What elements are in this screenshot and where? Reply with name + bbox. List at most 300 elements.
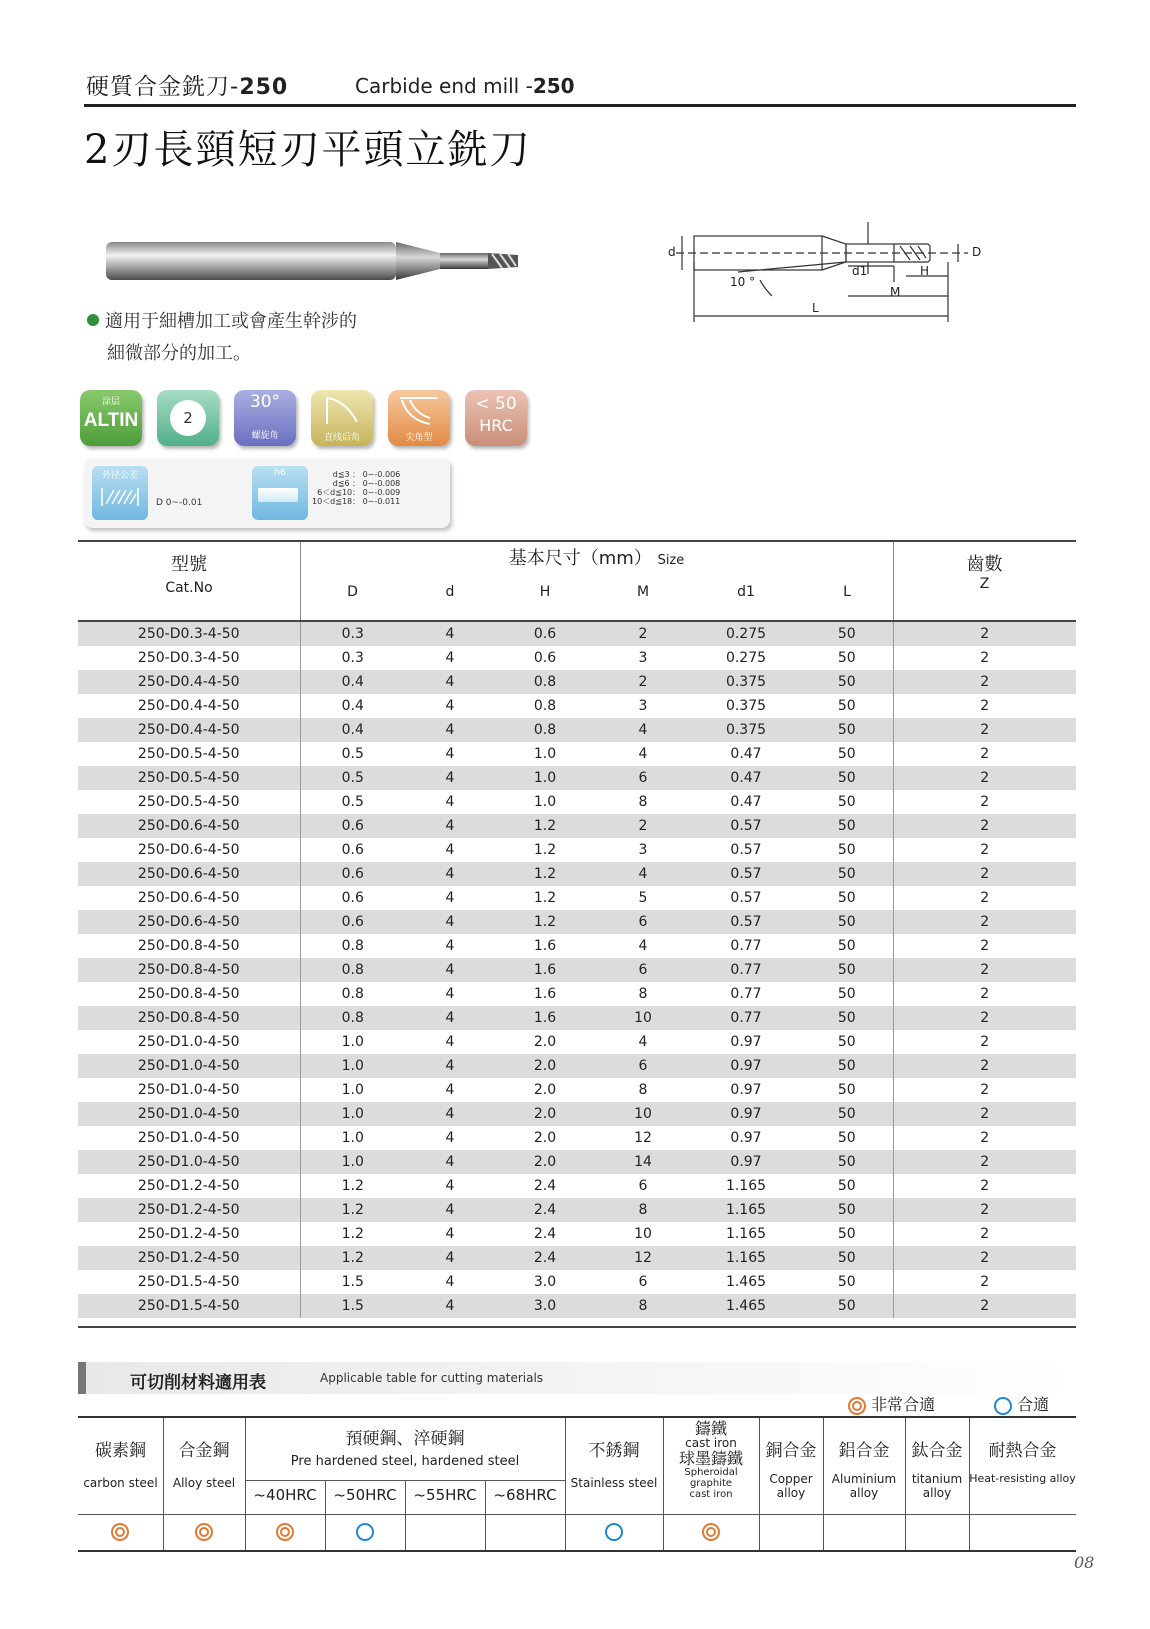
size-cell: 0.6 xyxy=(300,910,405,934)
cat-no-cell: 250-D1.2-4-50 xyxy=(78,1246,300,1270)
hrc-value: < 50 xyxy=(475,394,517,414)
mat-alloy-cn: 合金鋼 xyxy=(178,1441,230,1461)
size-cell: 1.5 xyxy=(341,1274,364,1290)
suitable-icon xyxy=(356,1523,374,1541)
legend-suitable: 合適 xyxy=(994,1392,1049,1415)
teeth-cell: 2 xyxy=(893,1006,1076,1030)
size-cell: 0.6 xyxy=(341,890,364,906)
teeth-cell: 2 xyxy=(893,958,1076,982)
cat-no-cell: 250-D0.8-4-50 xyxy=(78,934,300,958)
materials-top-rule xyxy=(78,1416,1076,1418)
table-row xyxy=(78,934,1076,958)
header-col-L: L xyxy=(843,584,851,600)
teeth-cell: 2 xyxy=(893,838,1076,862)
table-row xyxy=(78,742,1076,766)
size-cell: 6 xyxy=(595,958,691,982)
size-cell: 0.8 xyxy=(533,698,557,714)
size-cell: 4 xyxy=(445,650,455,666)
hrc-badge xyxy=(465,390,527,446)
size-cell: 0.4 xyxy=(341,698,364,714)
cat-no-cell: 250-D0.3-4-50 xyxy=(78,646,300,670)
cat-no-cell: 250-D0.8-4-50 xyxy=(78,982,300,1006)
cat-no-cell: 250-D1.0-4-50 xyxy=(78,1054,300,1078)
size-cell: 4 xyxy=(445,1130,455,1146)
size-cell: 0.57 xyxy=(730,890,762,906)
size-cell: 4 xyxy=(445,1034,455,1050)
size-cell: 0.97 xyxy=(691,1150,801,1174)
table-row xyxy=(78,1102,1076,1126)
size-cell: 0.47 xyxy=(730,746,762,762)
size-cell: 4 xyxy=(638,1034,648,1050)
mat-hrc-40: ~40HRC xyxy=(253,1486,317,1504)
drawing-label-L: L xyxy=(812,301,819,315)
teeth-cell: 2 xyxy=(893,814,1076,838)
size-cell: 50 xyxy=(837,746,856,762)
size-cell: 0.275 xyxy=(725,650,767,666)
size-cell: 50 xyxy=(801,862,893,886)
cat-no-cell: 250-D1.2-4-50 xyxy=(78,1174,300,1198)
very-suitable-icon xyxy=(195,1523,213,1541)
table-row xyxy=(78,766,1076,790)
size-cell: 4 xyxy=(595,862,691,886)
size-cell: 8 xyxy=(638,986,648,1002)
size-cell: 10 xyxy=(595,1006,691,1030)
size-cell: 4 xyxy=(405,1006,495,1030)
size-cell: 10 xyxy=(595,1102,691,1126)
size-cell: 0.57 xyxy=(691,910,801,934)
mat-carbon-en: carbon steel xyxy=(83,1476,158,1490)
cat-no-cell: 250-D1.0-4-50 xyxy=(78,1150,300,1174)
size-cell: 0.47 xyxy=(730,794,762,810)
cat-no-cell: 250-D1.0-4-50 xyxy=(78,1078,300,1102)
teeth-cell: 2 xyxy=(893,1270,1076,1294)
teeth-cell: 2 xyxy=(893,622,1076,646)
size-cell: 4 xyxy=(445,698,455,714)
table-row xyxy=(78,1174,1076,1198)
size-cell: 1.6 xyxy=(495,1006,595,1030)
size-cell: 4 xyxy=(405,1198,495,1222)
teeth-cell: 2 xyxy=(893,1294,1076,1318)
size-cell: 1.165 xyxy=(691,1198,801,1222)
size-cell: 4 xyxy=(405,622,495,646)
size-cell: 4 xyxy=(445,938,455,954)
mat-hrc-55: ~55HRC xyxy=(413,1486,477,1504)
size-cell: 1.6 xyxy=(533,938,557,954)
teeth-cell: 2 xyxy=(893,1150,1076,1174)
size-cell: 4 xyxy=(405,1246,495,1270)
table-row xyxy=(78,1294,1076,1318)
size-cell: 4 xyxy=(595,718,691,742)
size-cell: 4 xyxy=(445,1226,455,1242)
size-cell: 1.0 xyxy=(341,1034,364,1050)
size-cell: 0.97 xyxy=(730,1034,762,1050)
size-cell: 4 xyxy=(445,1178,455,1194)
size-cell: 3 xyxy=(638,698,648,714)
size-cell: 2.0 xyxy=(533,1130,557,1146)
size-cell: 0.6 xyxy=(300,814,405,838)
size-cell: 2.4 xyxy=(533,1178,557,1194)
table-row xyxy=(78,790,1076,814)
header-en-code: 250 xyxy=(532,74,575,98)
size-cell: 50 xyxy=(801,1006,893,1030)
mat-alloy-en: Alloy steel xyxy=(172,1476,236,1490)
table-row xyxy=(78,1078,1076,1102)
teeth-cell: 2 xyxy=(893,790,1076,814)
size-cell: 4 xyxy=(405,1102,495,1126)
drawing-label-D: D xyxy=(972,245,982,259)
page-title: 2刃長頸短刃平頭立銑刀 xyxy=(84,127,532,173)
drawing-label-d: d xyxy=(668,245,676,259)
size-cell: 50 xyxy=(801,718,893,742)
drawing-label-d1: d1 xyxy=(852,264,868,278)
size-cell: 1.2 xyxy=(495,862,595,886)
cat-no-cell: 250-D1.0-4-50 xyxy=(78,1102,300,1126)
size-cell: 0.57 xyxy=(691,862,801,886)
size-cell: 50 xyxy=(801,1150,893,1174)
size-cell: 0.57 xyxy=(730,842,762,858)
size-cell: 0.77 xyxy=(730,938,762,954)
cat-no-cell: 250-D0.4-4-50 xyxy=(78,694,300,718)
teeth-cell: 2 xyxy=(893,1030,1076,1054)
size-cell: 4 xyxy=(405,1054,495,1078)
size-cell: 1.6 xyxy=(495,958,595,982)
size-cell: 4 xyxy=(445,746,455,762)
cat-no-cell: 250-D1.2-4-50 xyxy=(78,1198,300,1222)
table-row xyxy=(78,1054,1076,1078)
size-cell: 4 xyxy=(445,890,455,906)
teeth-cell: 2 xyxy=(893,646,1076,670)
size-cell: 0.8 xyxy=(300,958,405,982)
header-rule xyxy=(84,104,1076,107)
size-cell: 8 xyxy=(638,1082,648,1098)
table-row xyxy=(78,862,1076,886)
cat-no-cell: 250-D0.4-4-50 xyxy=(78,670,300,694)
teeth-cell: 2 xyxy=(893,1126,1076,1150)
header-col-M: M xyxy=(636,584,650,600)
size-cell: 50 xyxy=(801,814,893,838)
size-cell: 4 xyxy=(445,986,455,1002)
size-cell: 12 xyxy=(595,1246,691,1270)
mat-hard-en: Pre hardened steel, hardened steel xyxy=(290,1454,520,1469)
header-size: 基本尺寸（mm） Size xyxy=(508,548,685,569)
header-teeth-cn: 齒數 xyxy=(966,554,1003,575)
size-cell: 4 xyxy=(405,910,495,934)
very-suitable-icon xyxy=(702,1523,720,1541)
size-cell: 1.165 xyxy=(725,1226,767,1242)
table-row xyxy=(78,910,1076,934)
size-cell: 1.165 xyxy=(691,1246,801,1270)
table-row xyxy=(78,1006,1076,1030)
size-cell: 0.5 xyxy=(341,794,364,810)
mat-ti-cn: 鈦合金 xyxy=(911,1441,963,1461)
teeth-cell: 2 xyxy=(893,694,1076,718)
size-cell: 6 xyxy=(595,1054,691,1078)
table-row xyxy=(78,670,1076,694)
size-cell: 0.4 xyxy=(300,718,405,742)
size-cell: 3 xyxy=(638,842,648,858)
size-cell: 1.465 xyxy=(691,1294,801,1318)
table-row xyxy=(78,838,1076,862)
size-cell: 0.375 xyxy=(691,670,801,694)
size-cell: 5 xyxy=(638,890,648,906)
cat-no-cell: 250-D0.5-4-50 xyxy=(78,790,300,814)
size-cell: 0.275 xyxy=(691,622,801,646)
teeth-cell: 2 xyxy=(893,1054,1076,1078)
size-cell: 50 xyxy=(801,910,893,934)
size-cell: 50 xyxy=(801,1294,893,1318)
size-cell: 2.4 xyxy=(533,1226,557,1242)
size-cell: 50 xyxy=(837,794,856,810)
table-row xyxy=(78,1222,1076,1246)
cat-no-cell: 250-D0.6-4-50 xyxy=(78,862,300,886)
flutes-badge xyxy=(157,390,219,446)
size-cell: 50 xyxy=(801,1054,893,1078)
size-cell: 50 xyxy=(837,842,856,858)
size-cell: 0.375 xyxy=(725,698,767,714)
materials-title-cn: 可切削材料適用表 xyxy=(130,1373,266,1393)
teeth-cell: 2 xyxy=(893,886,1076,910)
size-cell: 0.6 xyxy=(341,842,364,858)
size-cell: 1.0 xyxy=(300,1150,405,1174)
shank-tolerance-rows: d≦3 ： 0~-0.006 d≦6 ： 0~-0.008 6＜d≦10： 0~-0.009 10＜d≦18： 0~-0.011 xyxy=(312,470,401,506)
mat-stainless-cn: 不銹鋼 xyxy=(588,1441,640,1461)
helix-cn: 螺旋角 xyxy=(251,431,279,441)
size-cell: 2.4 xyxy=(495,1198,595,1222)
header-col-d1: d1 xyxy=(737,584,755,600)
size-cell: 8 xyxy=(638,794,648,810)
size-cell: 2.0 xyxy=(495,1150,595,1174)
technical-drawing xyxy=(668,222,1008,334)
size-cell: 50 xyxy=(837,1226,856,1242)
size-cell: 50 xyxy=(801,622,893,646)
mat-carbon-cn: 碳素鋼 xyxy=(95,1441,146,1461)
size-cell: 50 xyxy=(801,1246,893,1270)
bullet-dot xyxy=(87,314,99,326)
size-cell: 1.0 xyxy=(533,746,557,762)
size-cell: 50 xyxy=(837,890,856,906)
mat-hard-cn: 預硬鋼、淬硬鋼 xyxy=(345,1429,465,1449)
teeth-cell: 2 xyxy=(893,1222,1076,1246)
size-cell: 1.6 xyxy=(533,986,557,1002)
outer-tolerance-label: 外径公差 xyxy=(101,471,138,481)
size-cell: 4 xyxy=(405,670,495,694)
size-cell: 0.97 xyxy=(691,1054,801,1078)
header-col-D: D xyxy=(347,584,358,600)
table-row xyxy=(78,958,1076,982)
size-cell: 0.8 xyxy=(341,938,364,954)
size-cell: 1.0 xyxy=(300,1054,405,1078)
table-row xyxy=(78,646,1076,670)
cat-no-cell: 250-D0.4-4-50 xyxy=(78,718,300,742)
teeth-cell: 2 xyxy=(893,934,1076,958)
size-cell: 50 xyxy=(837,650,856,666)
shank-tolerance-label: h6 xyxy=(274,468,286,478)
cat-no-cell: 250-D0.3-4-50 xyxy=(78,622,300,646)
size-cell: 50 xyxy=(837,698,856,714)
table-bottom-rule xyxy=(78,1326,1076,1328)
size-cell: 0.5 xyxy=(341,746,364,762)
table-row xyxy=(78,718,1076,742)
coating-badge xyxy=(80,390,142,446)
teeth-cell: 2 xyxy=(893,1078,1076,1102)
mat-hrc-68: ~68HRC xyxy=(493,1486,557,1504)
teeth-cell: 2 xyxy=(893,1198,1076,1222)
size-cell: 50 xyxy=(837,1034,856,1050)
size-cell: 0.77 xyxy=(730,986,762,1002)
flutes-count: 2 xyxy=(170,400,206,436)
size-cell: 1.2 xyxy=(533,890,557,906)
suitable-icon xyxy=(994,1397,1012,1415)
size-cell: 1.0 xyxy=(533,794,557,810)
teeth-cell: 2 xyxy=(893,1174,1076,1198)
size-cell: 1.0 xyxy=(341,1130,364,1146)
teeth-cell: 2 xyxy=(893,910,1076,934)
size-cell: 0.57 xyxy=(691,814,801,838)
size-cell: 4 xyxy=(405,814,495,838)
size-cell: 12 xyxy=(634,1130,652,1146)
size-cell: 1.465 xyxy=(725,1274,767,1290)
header-col-d: d xyxy=(445,584,455,600)
header-cat-cn: 型號 xyxy=(171,554,207,575)
size-cell: 4 xyxy=(405,766,495,790)
cat-no-cell: 250-D0.5-4-50 xyxy=(78,766,300,790)
very-suitable-icon xyxy=(111,1523,129,1541)
cat-no-cell: 250-D0.6-4-50 xyxy=(78,910,300,934)
teeth-cell: 2 xyxy=(893,1102,1076,1126)
materials-bottom-rule xyxy=(78,1550,1076,1552)
size-cell: 1.2 xyxy=(533,842,557,858)
size-cell: 2.0 xyxy=(495,1054,595,1078)
size-cell: 2.0 xyxy=(533,1082,557,1098)
materials-title-en: Applicable table for cutting materials xyxy=(320,1371,544,1385)
straight-relief-cn: 直线后角 xyxy=(323,433,360,443)
size-cell: 0.6 xyxy=(533,650,557,666)
mat-cast-iron: 鑄鐵 cast iron 球墨鑄鐵 Spheroidal graphite cast iron xyxy=(678,1419,743,1500)
hatch-icon xyxy=(98,482,142,512)
size-cell: 2.0 xyxy=(533,1034,557,1050)
size-cell: 3.0 xyxy=(495,1294,595,1318)
sharp-corner-cn: 尖角型 xyxy=(405,433,433,443)
teeth-cell: 2 xyxy=(893,1246,1076,1270)
teeth-cell: 2 xyxy=(893,766,1076,790)
straight-relief-badge xyxy=(311,390,373,446)
size-cell: 0.3 xyxy=(341,650,364,666)
cat-no-cell: 250-D1.5-4-50 xyxy=(78,1270,300,1294)
size-cell: 50 xyxy=(837,1130,856,1146)
helix-angle: 30° xyxy=(249,392,281,412)
size-cell: 14 xyxy=(595,1150,691,1174)
feature-bullet xyxy=(87,306,357,370)
size-cell: 50 xyxy=(837,986,856,1002)
suitable-icon xyxy=(605,1523,623,1541)
size-cell: 50 xyxy=(837,1274,856,1290)
cat-no-cell: 250-D0.6-4-50 xyxy=(78,886,300,910)
teeth-cell: 2 xyxy=(893,862,1076,886)
sharp-corner-badge xyxy=(388,390,450,446)
size-cell: 3 xyxy=(638,650,648,666)
size-cell: 50 xyxy=(837,938,856,954)
cat-no-cell: 250-D0.5-4-50 xyxy=(78,742,300,766)
size-cell: 50 xyxy=(801,1198,893,1222)
size-cell: 50 xyxy=(837,1082,856,1098)
size-cell: 1.2 xyxy=(300,1198,405,1222)
size-cell: 0.375 xyxy=(691,718,801,742)
size-cell: 50 xyxy=(801,670,893,694)
coating-cn: 涂层 xyxy=(101,397,120,407)
teeth-cell: 2 xyxy=(893,718,1076,742)
helix-badge xyxy=(234,390,296,446)
drawing-label-angle: 10 ° xyxy=(730,275,756,289)
table-row xyxy=(78,622,1076,646)
header-teeth-en: Z xyxy=(979,576,990,592)
size-cell: 4 xyxy=(405,1294,495,1318)
size-cell: 10 xyxy=(634,1226,652,1242)
teeth-cell: 2 xyxy=(893,670,1076,694)
size-cell: 2 xyxy=(595,814,691,838)
very-suitable-icon xyxy=(276,1523,294,1541)
size-cell: 6 xyxy=(638,1274,648,1290)
size-cell: 0.77 xyxy=(691,958,801,982)
tolerance-panel xyxy=(84,458,450,528)
table-row xyxy=(78,886,1076,910)
table-row xyxy=(78,1246,1076,1270)
size-cell: 0.8 xyxy=(495,718,595,742)
bullet-line-1: 適用于細槽加工或會產生幹涉的 xyxy=(105,311,357,332)
table-row xyxy=(78,694,1076,718)
table-row xyxy=(78,814,1076,838)
cat-no-cell: 250-D0.8-4-50 xyxy=(78,1006,300,1030)
size-cell: 4 xyxy=(445,1082,455,1098)
size-cell: 4 xyxy=(405,862,495,886)
size-cell: 1.2 xyxy=(495,910,595,934)
size-cell: 50 xyxy=(801,1102,893,1126)
size-cell: 1.5 xyxy=(300,1294,405,1318)
materials-row-divider xyxy=(78,1514,1076,1515)
size-cell: 4 xyxy=(445,794,455,810)
size-cell: 4 xyxy=(405,718,495,742)
size-cell: 1.0 xyxy=(341,1082,364,1098)
size-cell: 0.6 xyxy=(300,862,405,886)
size-cell: 6 xyxy=(595,910,691,934)
size-cell: 2 xyxy=(595,670,691,694)
mat-alu-cn: 鋁合金 xyxy=(838,1441,890,1461)
size-cell: 0.97 xyxy=(730,1130,762,1146)
size-cell: 0.77 xyxy=(691,1006,801,1030)
size-cell: 1.2 xyxy=(300,1246,405,1270)
size-cell: 6 xyxy=(638,1178,648,1194)
size-cell: 0.5 xyxy=(300,766,405,790)
size-cell: 2.0 xyxy=(495,1102,595,1126)
size-cell: 1.2 xyxy=(495,814,595,838)
size-cell: 0.6 xyxy=(495,622,595,646)
cat-no-cell: 250-D1.0-4-50 xyxy=(78,1030,300,1054)
mat-stainless-en: Stainless steel xyxy=(570,1476,658,1490)
size-cell: 6 xyxy=(595,766,691,790)
size-cell: 4 xyxy=(405,1150,495,1174)
size-cell: 1.2 xyxy=(341,1226,364,1242)
outer-tolerance-box xyxy=(92,466,148,520)
size-cell: 4 xyxy=(445,842,455,858)
table-row xyxy=(78,1030,1076,1054)
drawing-label-M: M xyxy=(890,285,901,299)
size-cell: 4 xyxy=(445,1274,455,1290)
teeth-cell: 2 xyxy=(893,982,1076,1006)
table-row xyxy=(78,1126,1076,1150)
header-chinese: 硬質合金銑刀-250 xyxy=(86,74,289,100)
end-mill-photo xyxy=(100,236,530,284)
mat-copper-en: Copper alloy xyxy=(769,1472,813,1500)
legend-very-suitable: 非常合適 xyxy=(848,1392,935,1415)
